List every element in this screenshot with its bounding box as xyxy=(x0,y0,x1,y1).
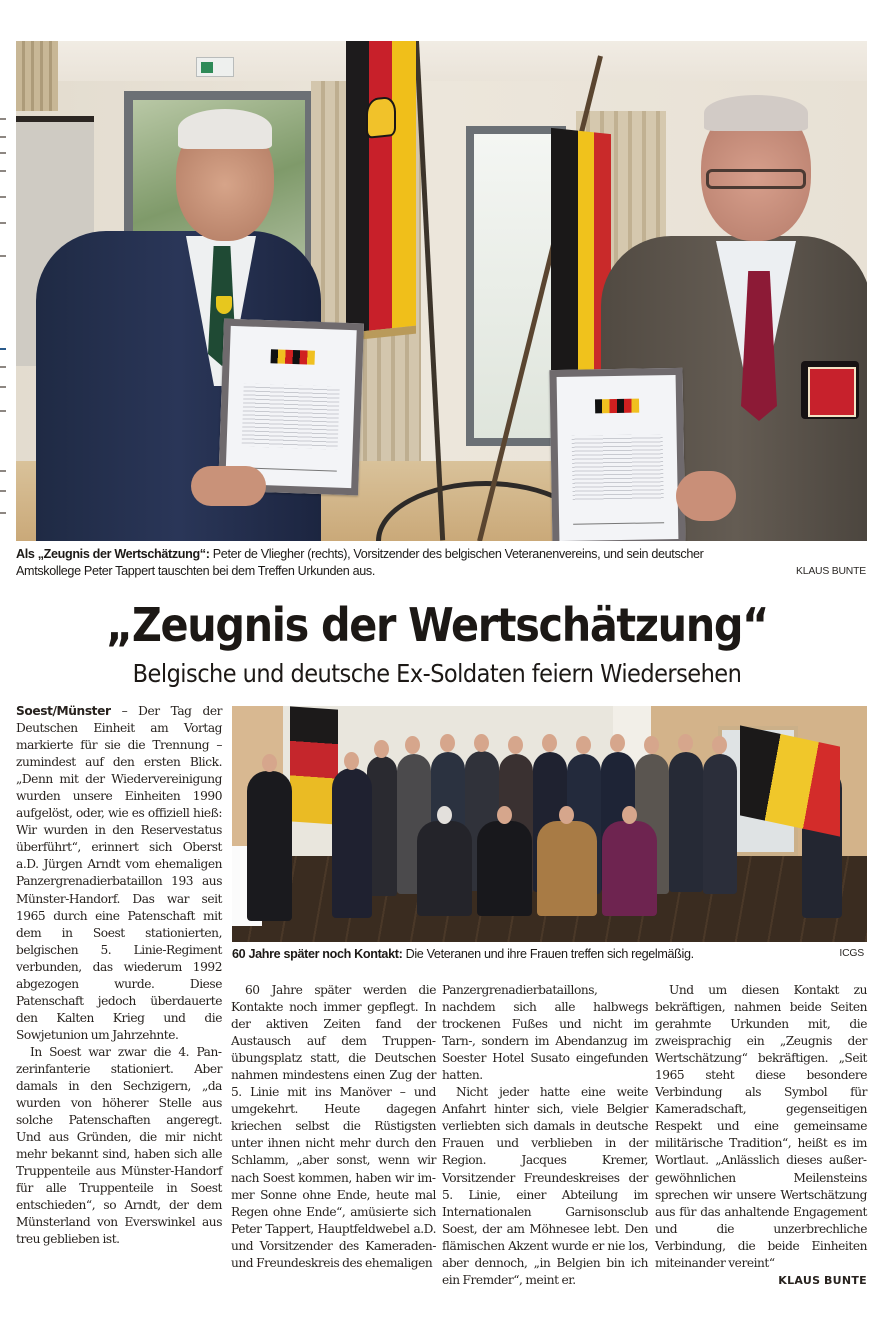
group-photo xyxy=(232,706,867,942)
article-column-3: Panzergrenadierbataillons, nachdem sich alle halbwegs trockenen Fußes und nicht im Tarn-, sondern im Abendanzug im Soester Hotel Susato eingefunden hatten. Nicht jeder hatte eine weite Anfahrt hinter sich, viele Belgier verliebten sich damals in deutsche Frauen und verblieben in der Region. Jacques Kremer, Vorsitzender Freundeskreises der 5. Linie, einer Abteilung im Internationalen Garnisonsclub Soest, der am Möhnesee lebt. Den flämischen Akzent wurde er nie los, aber dennoch, „in Belgien bin ich ein Fremder“, meint er. xyxy=(442,983,648,1287)
group-photo-credit: ICGS xyxy=(839,948,864,959)
article-column-2: 60 Jahre später werden die Kontakte noch immer gepflegt. In der aktiven Zeiten fand der Austausch auf dem Truppenübungsplatz statt, die Deutschen nahmen mindestens einen Zug der 5. Linie mit ins Manöver – und umgekehrt. Heute dagegen kriechen selbst die Rüstigsten unter ihnen nicht mehr durch den Schlamm, „aber sonst, wenn wir nach Soest kommen, haben wir immer Sonne ohne Ende, heute mal Regen ohne Ende“, amüsierte sich Peter Tappert, Hauptfeldwebel a.D. und Vorsitzender des Kameraden- und Freundeskreis des ehemaligen xyxy=(231,983,436,1270)
article-author: KLAUS BUNTE xyxy=(778,1273,867,1287)
dateline: Soest/Münster xyxy=(16,704,111,718)
group-photo-caption: 60 Jahre später noch Kontakt: Die Veteranen und ihre Frauen treffen sich regelmäßig. xyxy=(232,947,694,961)
german-flag xyxy=(346,41,416,341)
article-column-1: Soest/Münster – Der Tag der Deutschen Einheit am Vortag markierte für sie die Trennung – zumindest auf den ersten Blick. „Denn mit der Wiedervereinigung wurden unsere Einheiten 1990 aufgelöst, oder, wie es offiziell hieß: Wir wurden in den Reservestatus überführt“, erinnert sich Oberst a.D. Jürgen Arndt vom ehemaligen Panzergrenadierbataillon 193 aus Münster-Handorf. Das war seit 1965 durch eine Patenschaft mit dem in Soest stationierten, belgischen 5. Linie-Regiment verbunden, das wiederum 1992 abgezogen wurde. Diese Patenschaft jedoch überdauerte den Kalten Krieg und die Sowjetunion um Jahrzehnte. In Soest war zwar die 4. Panzerinfanterie stationiert. Aber damals in den Sechzigern, „da wurden von höherer Stelle aus solche Patenschaften angeregt. Und aus Gründen, die mir nicht mehr bekannt sind, haben sich alle Truppenteile aus Münster-Handorf für alle Truppenteile in Soest entschieden“, so Arndt, der dem Münsterland von Everswinkel aus treu geblieben ist. xyxy=(16,704,222,1247)
certificate-right xyxy=(549,368,685,541)
eagle-icon xyxy=(366,96,396,139)
subheadline: Belgische und deutsche Ex-Soldaten feiern Wiedersehen xyxy=(132,659,742,688)
top-photo xyxy=(16,41,867,541)
article-column-4: Und um diesen Kontakt zu bekräftigen, nahmen beide Seiten gerahmte Urkunden mit, die zweisprachig ein „Zeugnis der Wertschätzung“ bekräftigen. „Seit 1965 steht diese besondere Verbindung als Symbol für Kameradschaft, gegenseitigen Respekt und eine gemeinsame militärische Tradition“, heißt es im Wortlaut. „Anlässlich dieses außergewöhnlichen Meilensteins sprechen wir unsere Wertschätzung aus für das anhaltende Engagement und die unzerbrechliche Verbindung, die beide Einheiten miteinander vereint“ KLAUS BUNTE xyxy=(655,982,867,1289)
top-photo-caption-line2: Amtskollege Peter Tappert tauschten bei dem Treffen Urkunden aus. xyxy=(16,564,376,578)
top-photo-caption: Als „Zeugnis der Wertschätzung“: Peter de Vliegher (rechts), Vorsitzender des belgischen Veteranenvereins, und sein deutscher xyxy=(16,547,704,561)
top-photo-credit: KLAUS BUNTE xyxy=(796,566,866,577)
exit-sign-icon xyxy=(196,57,234,77)
headline: „Zeugnis der Wertschätzung“ xyxy=(106,598,768,652)
unit-patch-icon xyxy=(801,361,859,419)
